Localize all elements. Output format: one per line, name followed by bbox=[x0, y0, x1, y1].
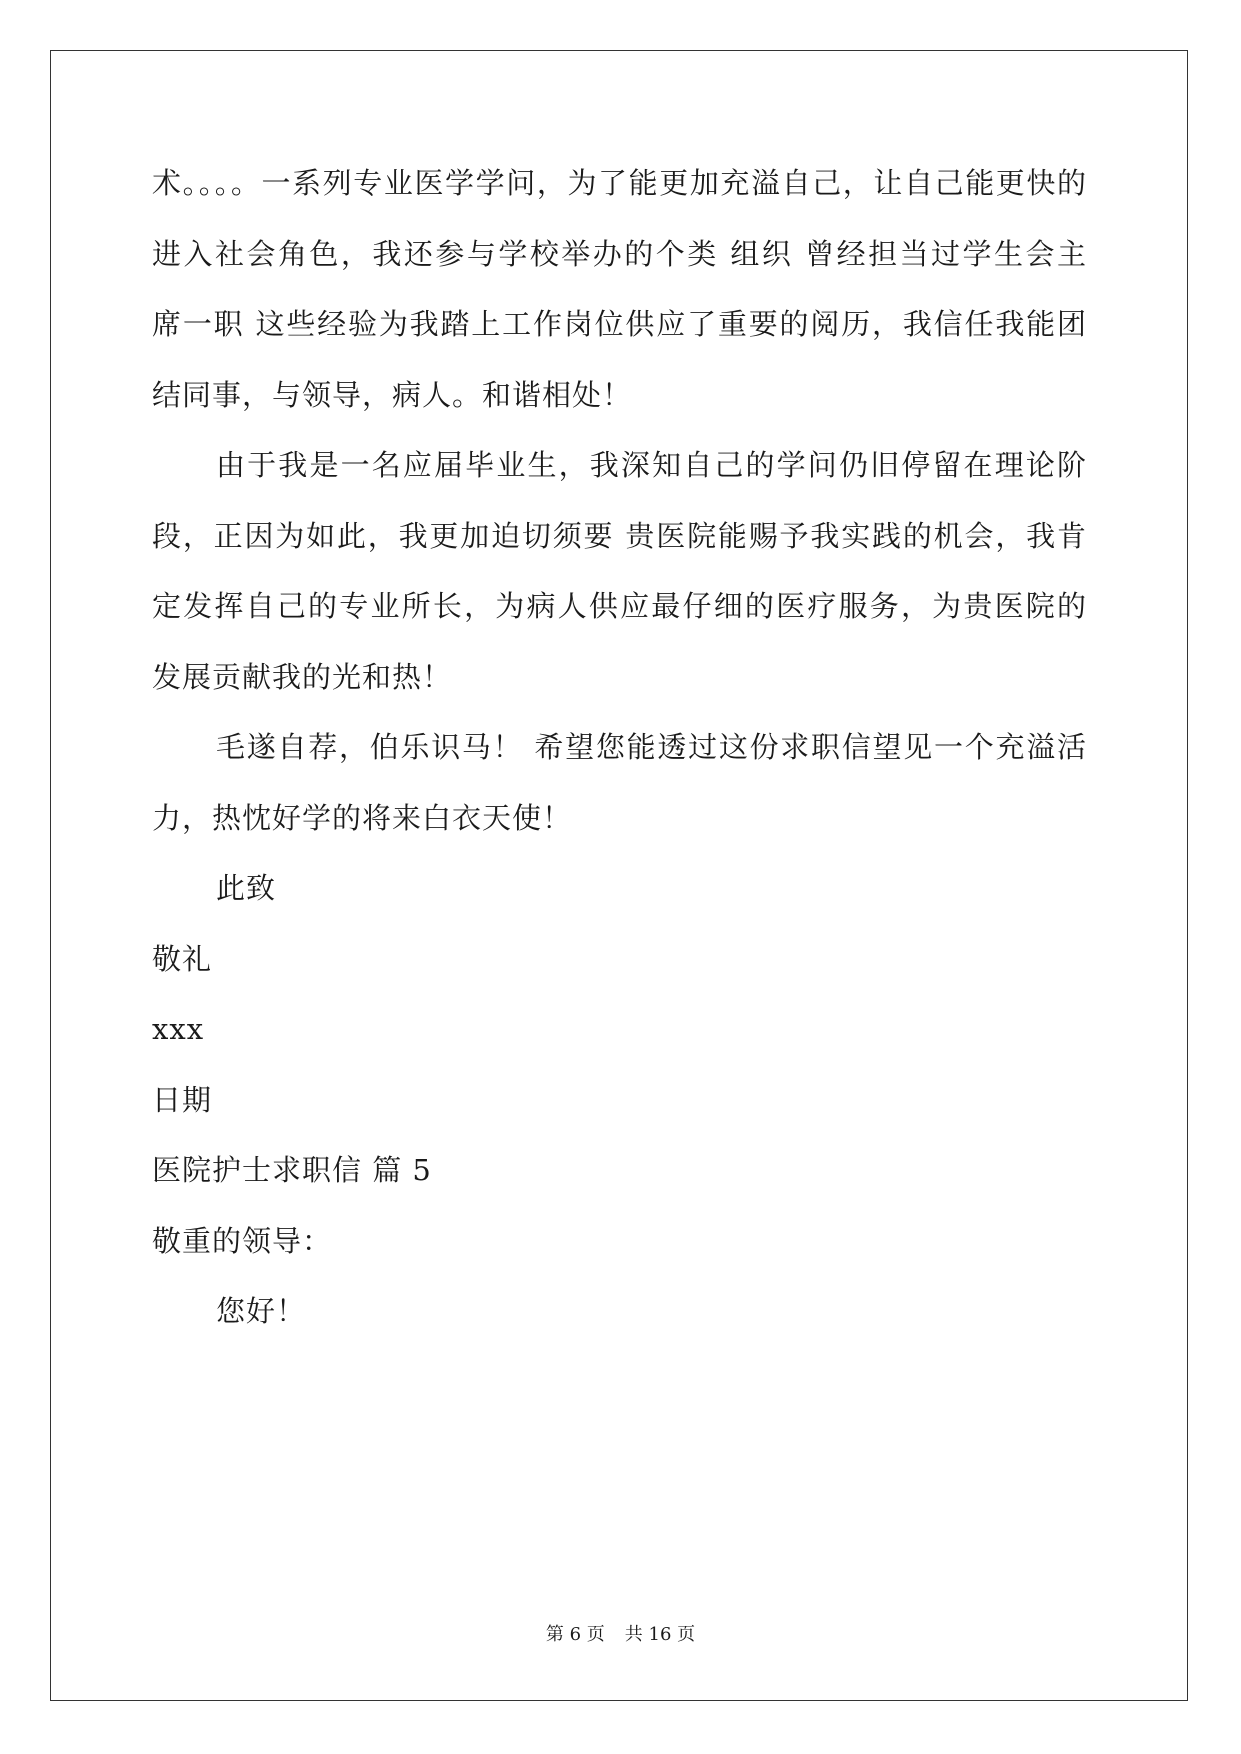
paragraph-line: 定发挥自己的专业所长，为病人供应最仔细的医疗服务，为贵医院的 bbox=[152, 589, 1087, 623]
paragraph-line: 席一职 这些经验为我踏上工作岗位供应了重要的阅历，我信任我能团 bbox=[152, 307, 1087, 341]
page-footer bbox=[0, 1623, 1241, 1647]
paragraph-line: 由于我是一名应届毕业生，我深知自己的学问仍旧停留在理论阶 bbox=[216, 448, 1087, 482]
section-heading: 医院护士求职信 篇 5 bbox=[152, 1153, 432, 1187]
paragraph-line: 结同事，与领导，病人。和谐相处！ bbox=[152, 378, 633, 412]
paragraph-line: 段，正因为如此，我更加迫切须要 贵医院能赐予我实践的机会，我肯 bbox=[152, 519, 1087, 553]
page-number: 第 6 页 bbox=[545, 1624, 605, 1645]
paragraph-line: 力，热忱好学的将来白衣天使！ bbox=[152, 801, 573, 835]
paragraph-line: 术。。。。一系列专业医学学问，为了能更加充溢自己，让自己能更快的 bbox=[152, 166, 1087, 200]
paragraph-line: 进入社会角色，我还参与学校举办的个类 组织 曾经担当过学生会主 bbox=[152, 237, 1087, 271]
closing-salutation: 此致 bbox=[216, 871, 277, 905]
signature-date: 日期 bbox=[152, 1083, 213, 1117]
paragraph-line: 毛遂自荐，伯乐识马！ 希望您能透过这份求职信望见一个充溢活 bbox=[216, 730, 1087, 764]
greeting-recipient: 敬重的领导： bbox=[152, 1224, 333, 1258]
closing-regards: 敬礼 bbox=[152, 942, 213, 976]
greeting-hello: 您好！ bbox=[216, 1294, 307, 1328]
signature-name: xxx bbox=[152, 1012, 205, 1046]
paragraph-line: 发展贡献我的光和热！ bbox=[152, 660, 453, 694]
page-total: 共 16 页 bbox=[624, 1624, 696, 1645]
